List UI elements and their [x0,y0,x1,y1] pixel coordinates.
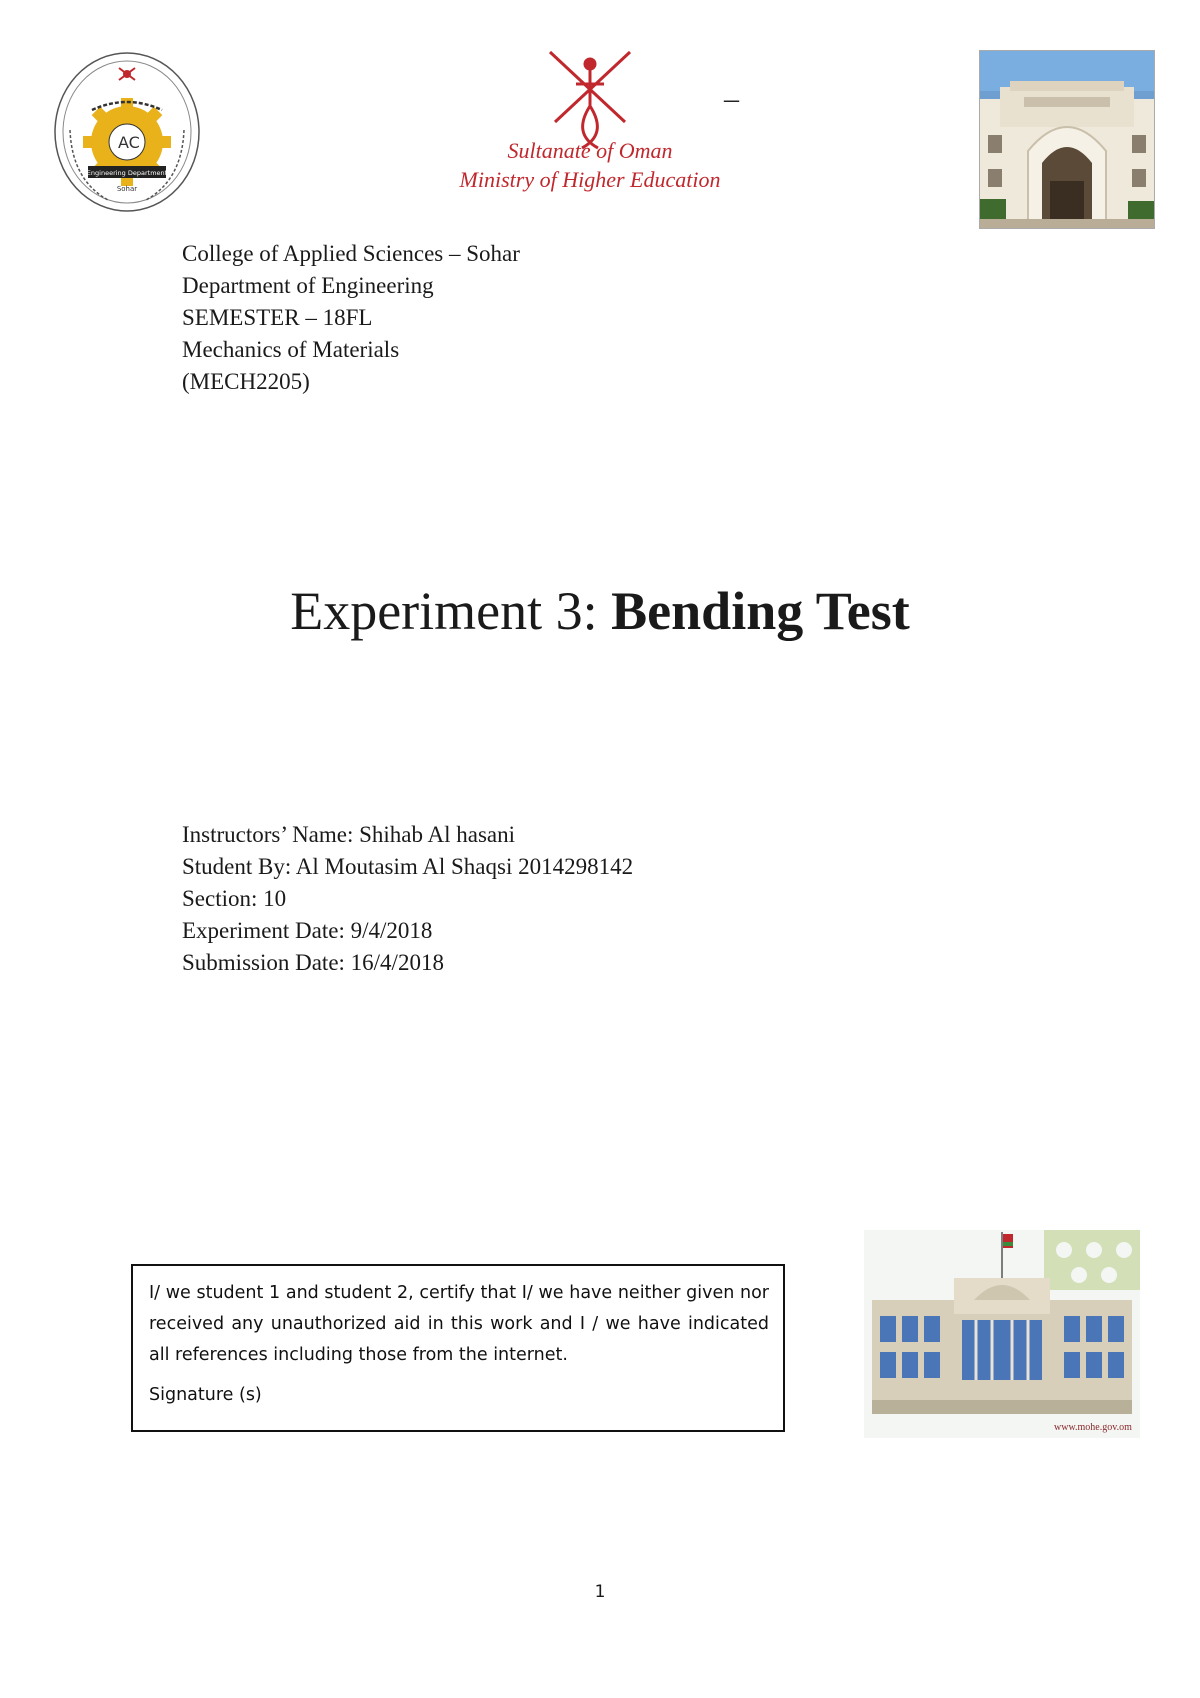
building-url: www.mohe.gov.om [1054,1422,1132,1433]
ministry-building-illustration [864,1230,1140,1438]
page-title [0,578,1200,644]
dept-logo-city: Sohar [116,185,138,193]
header-dash: – [724,82,739,115]
ministry-line-2: Ministry of Higher Education [459,167,721,192]
course-name: Mechanics of Materials [182,337,400,362]
declaration-box [131,1264,785,1432]
submission-details [182,819,633,979]
experiment-date: Experiment Date: 9/4/2018 [182,918,433,943]
page-number: 1 [594,1582,606,1602]
ministry-logo [440,44,740,204]
college-name: College of Applied Sciences – Sohar [182,241,520,266]
ministry-line-1: Sultanate of Oman [507,138,673,163]
signature-label: Signature (s) [149,1385,262,1405]
declaration-text: I/ we student 1 and student 2, certify that I/ we have neither given nor received any unauthorized aid in this work and I / we have indicated all references including those from the internet. [149,1283,769,1365]
campus-photo [979,50,1155,229]
oman-emblem-icon [550,52,630,148]
submission-date: Submission Date: 16/4/2018 [182,950,444,975]
title-prefix: Experiment 3: [290,581,612,641]
student-name: Student By: Al Moutasim Al Shaqsi 2014298142 [182,854,634,879]
svg-text:AC: AC [118,133,140,152]
semester: SEMESTER – 18FL [182,305,373,330]
title-emphasis: Bending Test [611,581,910,641]
dept-logo-label: Engineering Department [86,169,168,177]
engineering-department-logo [52,50,202,214]
department-name: Department of Engineering [182,273,434,298]
section: Section: 10 [182,886,287,911]
course-code: (MECH2205) [182,369,310,394]
instructor-name: Instructors’ Name: Shihab Al hasani [182,822,516,847]
college-info [182,238,520,398]
